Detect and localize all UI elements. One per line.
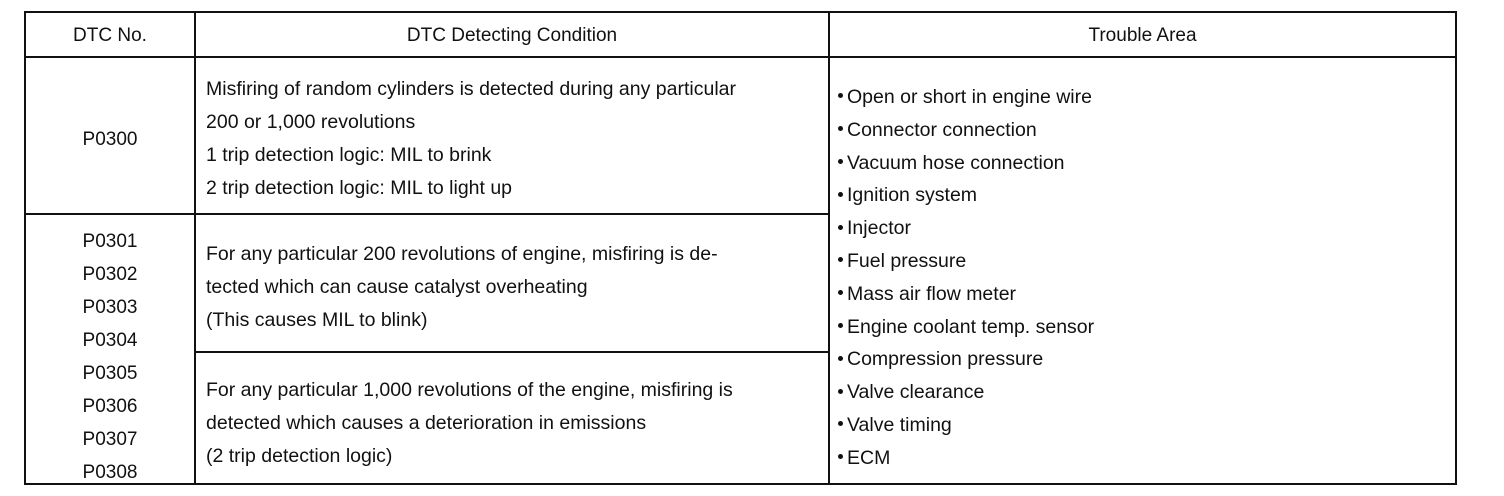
dtc-code: P0302 xyxy=(82,264,138,285)
trouble-area-list xyxy=(838,81,1094,475)
bullet-icon xyxy=(838,323,843,328)
bullet-icon xyxy=(838,257,843,262)
condition-line: tected which can cause catalyst overheating xyxy=(206,276,588,298)
header-dtc-no: DTC No. xyxy=(73,24,147,46)
condition-line: For any particular 200 revolutions of engine, misfiring is de- xyxy=(206,243,718,265)
condition-line: (2 trip detection logic) xyxy=(206,445,393,467)
trouble-area-text: Valve clearance xyxy=(847,381,985,404)
trouble-area-text: Fuel pressure xyxy=(847,249,967,272)
trouble-area-text: Ignition system xyxy=(847,184,978,207)
condition-line: detected which causes a deterioration in emissions xyxy=(206,412,647,434)
dtc-code: P0306 xyxy=(82,396,138,417)
list-item xyxy=(838,409,1094,442)
condition-line: For any particular 1,000 revolutions of the engine, misfiring is xyxy=(206,379,733,401)
bullet-icon xyxy=(838,225,843,230)
dtc-code: P0305 xyxy=(82,363,138,384)
dtc-code-cell-1 xyxy=(26,123,194,156)
dtc-code: P0304 xyxy=(82,330,138,351)
trouble-area-text: Valve timing xyxy=(847,413,952,436)
trouble-area-text: ECM xyxy=(847,446,891,469)
condition-line: 1 trip detection logic: MIL to brink xyxy=(206,144,492,166)
dtc-code: P0300 xyxy=(82,129,138,150)
condition-cell-1 xyxy=(206,73,736,205)
dtc-table xyxy=(24,11,1457,485)
bullet-icon xyxy=(838,421,843,426)
header-trouble-area: Trouble Area xyxy=(1088,24,1197,46)
trouble-area-text: Injector xyxy=(847,217,911,240)
row-divider-2 xyxy=(194,351,828,353)
bullet-icon xyxy=(838,159,843,164)
row-divider-1 xyxy=(26,213,828,215)
condition-line: (This causes MIL to blink) xyxy=(206,309,428,331)
condition-line: 200 or 1,000 revolutions xyxy=(206,111,416,133)
trouble-area-text: Open or short in engine wire xyxy=(847,86,1092,108)
list-item xyxy=(838,212,1094,245)
bullet-icon xyxy=(838,389,843,394)
column-divider-2 xyxy=(828,13,830,483)
list-item xyxy=(838,278,1094,311)
trouble-area-text: Compression pressure xyxy=(847,348,1044,371)
dtc-code-cell-2 xyxy=(26,225,194,489)
list-item xyxy=(838,81,1094,114)
bullet-icon xyxy=(838,290,843,295)
dtc-code: P0301 xyxy=(82,231,138,252)
bullet-icon xyxy=(838,93,843,98)
bullet-icon xyxy=(838,356,843,361)
list-item xyxy=(838,442,1094,475)
trouble-area-text: Connector connection xyxy=(847,118,1037,141)
list-item xyxy=(838,311,1094,344)
condition-cell-2b xyxy=(206,374,733,473)
bullet-icon xyxy=(838,192,843,197)
list-item xyxy=(838,343,1094,376)
condition-line: Misfiring of random cylinders is detected during any particular xyxy=(206,78,736,100)
bullet-icon xyxy=(838,454,843,459)
list-item xyxy=(838,245,1094,278)
dtc-code: P0308 xyxy=(82,462,138,483)
condition-cell-2a xyxy=(206,238,718,337)
trouble-area-text: Mass air flow meter xyxy=(847,282,1017,305)
trouble-area-text: Vacuum hose connection xyxy=(847,151,1065,174)
list-item xyxy=(838,147,1094,180)
dtc-code: P0307 xyxy=(82,429,138,450)
list-item xyxy=(838,114,1094,147)
list-item xyxy=(838,376,1094,409)
condition-line: 2 trip detection logic: MIL to light up xyxy=(206,177,513,199)
list-item xyxy=(838,179,1094,212)
trouble-area-text: Engine coolant temp. sensor xyxy=(847,315,1095,338)
column-divider-1 xyxy=(194,13,196,483)
header-condition: DTC Detecting Condition xyxy=(406,24,618,46)
bullet-icon xyxy=(838,126,843,131)
dtc-code: P0303 xyxy=(82,297,138,318)
